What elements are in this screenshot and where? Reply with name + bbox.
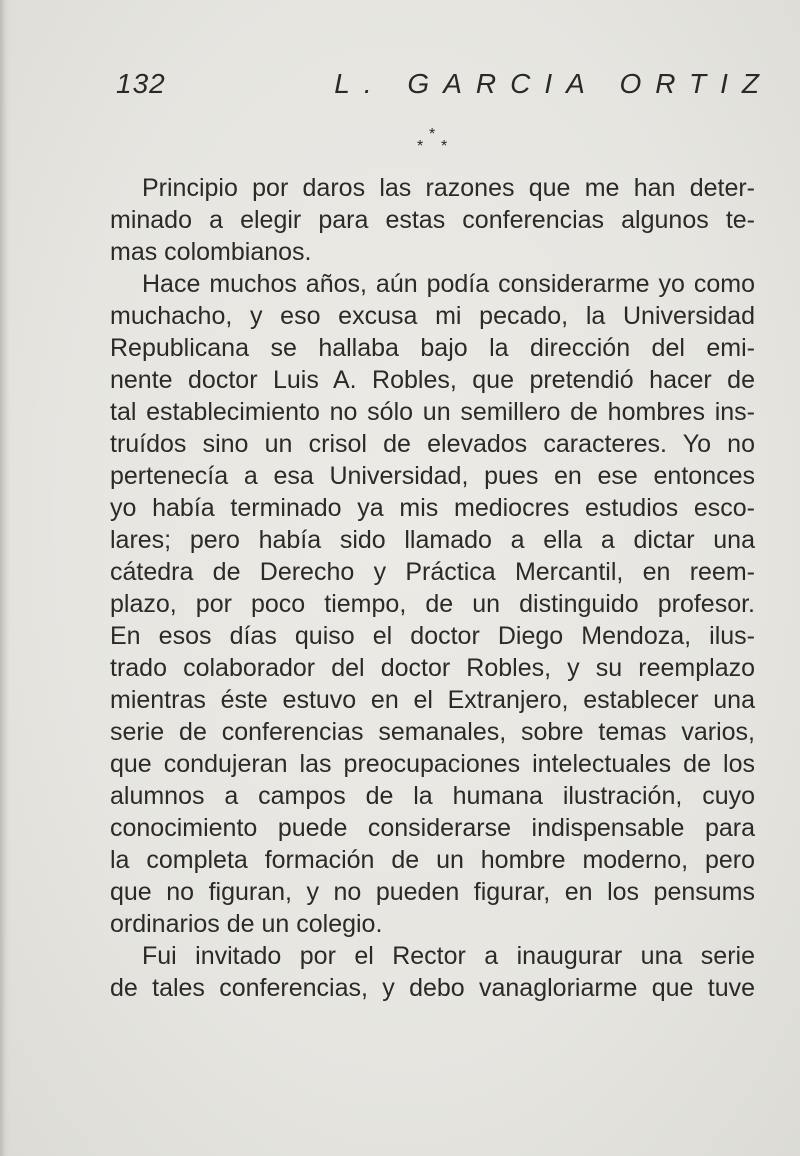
text-line: serie de conferencias semanales, sobre temas varios,: [110, 718, 755, 746]
text-line: cátedra de Derecho y Práctica Mercantil, en reem-: [110, 558, 755, 586]
text-line: lares; pero había sido llamado a ella a dictar una: [110, 526, 755, 554]
text-line: la completa formación de un hombre moderno, pero: [110, 846, 755, 874]
text-line: mientras éste estuvo en el Extranjero, establecer una: [110, 686, 755, 714]
text-line: trado colaborador del doctor Robles, y su reemplazo: [110, 654, 755, 682]
text-line: pertenecía a esa Universidad, pues en ese entonces: [110, 462, 755, 490]
text-line: truídos sino un crisol de elevados caracteres. Yo no: [110, 430, 755, 458]
text-line: tal establecimiento no sólo un semillero de hombres ins-: [110, 398, 755, 426]
text-line: mas colombianos.: [110, 238, 312, 266]
page-number: 132: [116, 68, 166, 99]
text-line: En esos días quiso el doctor Diego Mendoza, ilus-: [110, 622, 755, 650]
asterism-star-left: *: [417, 138, 424, 155]
text-line: plazo, por poco tiempo, de un distinguido profesor.: [110, 590, 755, 618]
text-line: Principio por daros las razones que me han deter-: [142, 174, 755, 202]
text-line: conocimiento puede considerarse indispensable para: [110, 814, 755, 842]
text-line: Hace muchos años, aún podía considerarme yo como: [142, 270, 755, 298]
text-line: que no figuran, y no pueden figurar, en los pensums: [110, 878, 755, 906]
asterism-divider: [415, 128, 455, 158]
text-line: de tales conferencias, y debo vanagloriarme que tuve: [110, 974, 755, 1002]
text-line: Republicana se hallaba bajo la dirección del emi-: [110, 334, 755, 362]
text-line: minado a elegir para estas conferencias algunos te-: [110, 206, 755, 234]
text-line: nente doctor Luis A. Robles, que pretendió hacer de: [110, 366, 755, 394]
asterism-star-right: *: [441, 138, 448, 155]
text-line: Fui invitado por el Rector a inaugurar una serie: [142, 942, 755, 970]
text-line: alumnos a campos de la humana ilustración, cuyo: [110, 782, 755, 810]
text-line: ordinarios de un colegio.: [110, 910, 383, 938]
asterism-star-top: *: [429, 126, 436, 143]
running-header: [108, 68, 773, 108]
text-line: yo había terminado ya mis mediocres estudios esco-: [110, 494, 755, 522]
text-line: que condujeran las preocupaciones intelectuales de los: [110, 750, 755, 778]
text-line: muchacho, y eso excusa mi pecado, la Universidad: [110, 302, 755, 330]
body-text: [110, 172, 755, 1004]
page-edge-shadow: [0, 0, 10, 1156]
author-name: L. GARCIA ORTIZ: [334, 68, 773, 99]
